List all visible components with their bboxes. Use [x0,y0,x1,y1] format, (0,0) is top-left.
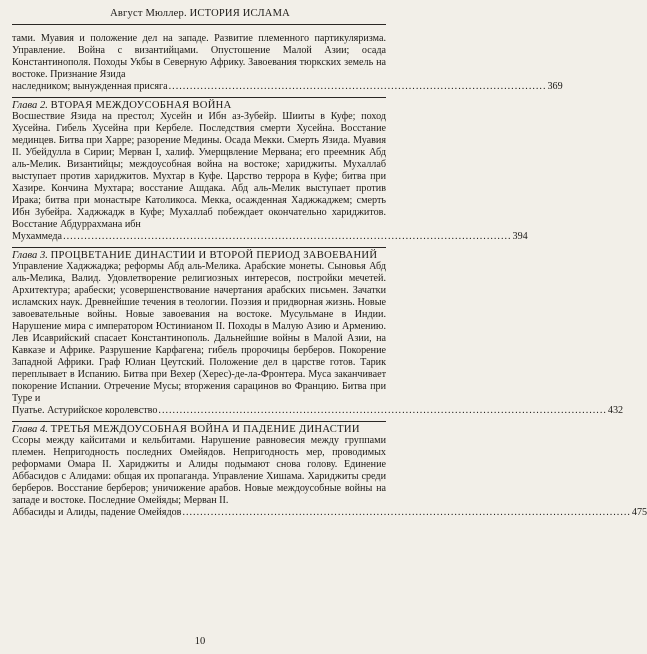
page-number: 10 [194,636,206,647]
running-head: Август Мюллер. ИСТОРИЯ ИСЛАМА [110,8,290,19]
chapter-heading[interactable] [12,421,386,436]
entry-last-line [12,230,528,243]
entry-page-number[interactable]: 369 [547,80,563,92]
entry-page-number[interactable]: 394 [512,230,528,242]
entry-last-line [12,507,647,519]
entry-last-text: наследником; вынужденная присяга [12,80,168,92]
entry-last-line [12,80,563,93]
toc-content [12,33,647,519]
chapter-label: Глава 3. [12,249,48,261]
entry-text: Ссоры между кайситами и кельбитами. Нарушение равновесия между группами племен. Непригодность последних Омейядов. Непригодность мер, проводимых реформами Омара II. Хариджиты и Алиды подымают снова голову. Единение Аббасидов с Алидами: общая их пропаганда. Управление Хишама. Хариджиты среди берберов. Восстание берберов; уничижение арабов. Новые междоусобные войны на западе и востоке. Последние Омейяды; Мерван II. [12,435,386,507]
toc-entry-intro [12,33,563,93]
entry-text: Восшествие Язида на престол; Хусейн и Ибн аз-Зубейр. Шииты в Куфе; поход Хусейна. Гибель Хусейна при Кербеле. Последствия смерти Хусейна. Восстание мединцев. Битва при Харре; разорение Медины. Осада Мекки. Смерть Язида. Муавия II. Убейдулла в Сирии; Мерван I, халиф. Умерщвление Мервана; его преемник Абд аль-Мелик. Византийцы; междоусобная война на востоке; хариджиты. Мухаллаб выступает против хариджитов. Мухтар в Куфе. Царство террора в Куфе; битва при Хазире. Кончина Мухтара; восстание Ашдака. Абд аль-Мелик выступает против Ирака; битва при монастыре Католикоса. Мекка, осажденная Хаджжаджем; смерть Ибн Зубейра. Хаджжадж в Куфе; Мухаллаб побеждает окончательно хариджитов. Восстание Абдуррахмана ибн [12,111,386,230]
dot-leader: ............................................................................................................................... [158,404,607,416]
chapter-title: ВТОРАЯ МЕЖДОУСОБНАЯ ВОЙНА [50,99,232,111]
entry-last-text: Аббасиды и Алиды, падение Омейядов [12,507,182,519]
entry-last-text: Пуатье. Астурийское королевство [12,404,158,416]
entry-last-line [12,404,624,417]
dot-leader: ............................................................................................................................... [63,230,512,242]
chapter-heading[interactable] [12,97,386,112]
chapter-label: Глава 2. [12,99,48,111]
entry-text: Управление Хаджжаджа; реформы Абд аль-Мелика. Арабские монеты. Сыновья Абд аль-Мелика, Валид. Удовлетворение религиозных интересов, постройки мечетей. Архитектура; арабески; усовершенствование начертания арабских письмен. Зачатки исламских наук. Древнейшие течения в теологии. Поэзия и придворная жизнь. Новые завоевательные войны. Новые завоевания на востоке. Мусульмане в Индии. Нарушение мира с императором Юстинианом II. Походы в Малую Азию и Армению. Лев Исаврийский спасает Константинополь. Дальнейшие войны в Малой Азии, на Кавказе и Африке. Разрушение Карфагена; гибель пророчицы берберов. Покорение Западной Африки. Граф Юлиан Цеутский. Положение дел в царстве готов. Тарик переплывает в Испанию. Битва при Вехер (Херес)-де-ла-Фронтера. Муса заканчивает покорение Испании. Отречение Мусы; вторжения сарацинов во Францию. Битва при Туре и [12,261,386,404]
entry-last-text: Мухаммеда [12,230,63,242]
toc-entry-chapter-4 [12,421,647,519]
toc-entry-chapter-2 [12,97,528,243]
dot-leader: ........................................................................................................... [168,80,547,92]
dot-leader: ............................................................................................................................... [182,507,631,519]
chapter-heading[interactable] [12,247,386,262]
entry-page-number[interactable]: 475 [631,507,647,519]
chapter-label: Глава 4. [12,423,48,435]
header-rule [12,24,386,25]
entry-page-number[interactable]: 432 [607,404,624,416]
toc-entry-chapter-3 [12,247,624,417]
chapter-title: ПРОЦВЕТАНИЕ ДИНАСТИИ И ВТОРОЙ ПЕРИОД ЗАВОЕВАНИЙ [50,249,378,261]
entry-text: тами. Муавия и положение дел на западе. Развитие племенного партикуляризма. Управление. Война с византийцами. Опустошение Малой Азии; осада Константинополя. Походы Укбы в Северную Африку. Завоевания тюркских земель на востоке. Признание Язида [12,33,386,80]
chapter-title: ТРЕТЬЯ МЕЖДОУСОБНАЯ ВОЙНА И ПАДЕНИЕ ДИНАСТИИ [50,423,360,435]
